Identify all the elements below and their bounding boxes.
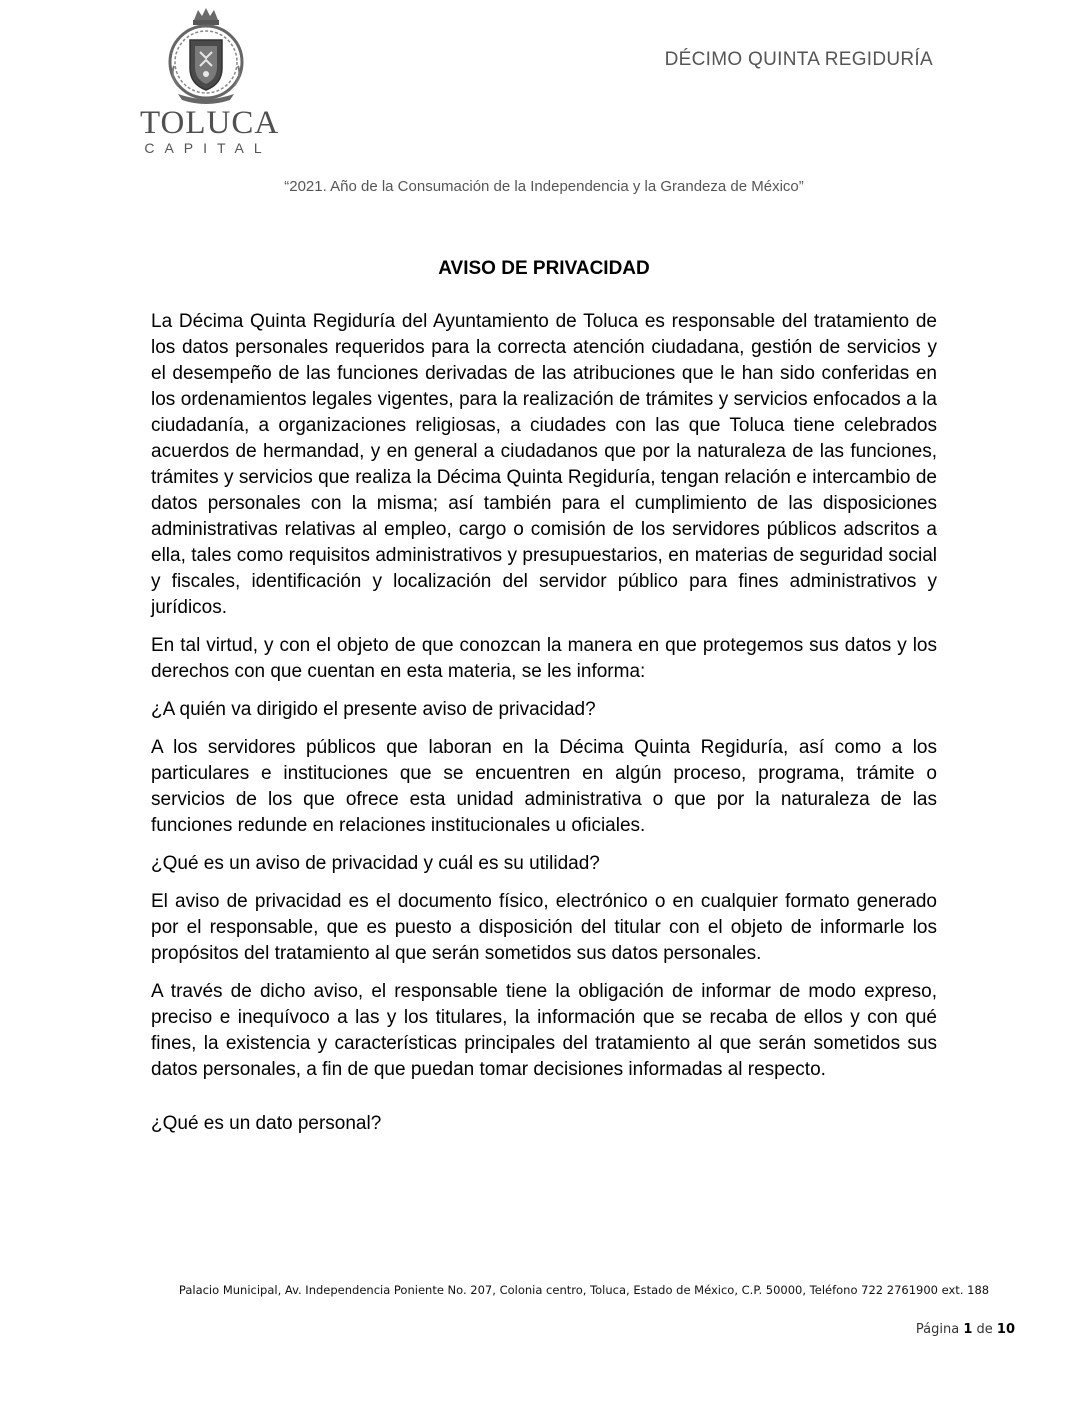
office-name: DÉCIMO QUINTA REGIDURÍA [664, 49, 933, 70]
page-total: 10 [996, 1322, 1015, 1337]
year-motto: “2021. Año de la Consumación de la Independencia y la Grandeza de México” [284, 178, 804, 195]
coat-of-arms-icon [164, 6, 248, 106]
paragraph-notice-definition: El aviso de privacidad es el documento físico, electrónico o en cualquier formato generado por el responsable, que es puesto a disposición del titular con el objeto de informarle los propósitos del tratamiento al que serán sometidos sus datos personales. [151, 891, 937, 964]
toluca-logo [140, 6, 280, 156]
question-notice: ¿Qué es un aviso de privacidad y cuál es su utilidad? [151, 853, 600, 874]
paragraph-notice-obligation: A través de dicho aviso, el responsable tiene la obligación de informar de modo expreso, preciso e inequívoco a las y los titulares, la información que se recaba de ellos y con qué fines, la existencia y características principales del tratamiento al que serán sometidos sus datos personales, a fin de que puedan tomar decisiones informadas al respecto. [151, 981, 937, 1080]
question-audience: ¿A quién va dirigido el presente aviso de privacidad? [151, 699, 596, 720]
page-separator: de [976, 1322, 993, 1337]
document-body [151, 256, 937, 1149]
page-label: Página [915, 1322, 960, 1337]
question-personal-data: ¿Qué es un dato personal? [151, 1113, 382, 1134]
footer-address: Palacio Municipal, Av. Independencia Poniente No. 207, Colonia centro, Toluca, Estado de México, C.P. 50000, Teléfono 722 2761900 ext. 188 [178, 1283, 990, 1297]
logo-subtitle: CAPITAL [144, 140, 272, 156]
logo-wordmark: TOLUCA [140, 105, 280, 141]
paragraph-audience: A los servidores públicos que laboran en la Décima Quinta Regiduría, así como a los particulares e instituciones que se encuentren en algún proceso, programa, trámite o servicios de los que ofrece esta unidad administrativa o que por la naturaleza de las funciones redunde en relaciones institucionales u oficiales. [151, 737, 937, 836]
document-title: AVISO DE PRIVACIDAD [438, 258, 650, 279]
paragraph-responsible: La Décima Quinta Regiduría del Ayuntamiento de Toluca es responsable del tratamiento de los datos personales requeridos para la correcta atención ciudadana, gestión de servicios y el desempeño de las funciones derivadas de las atribuciones que le han sido conferidas en los ordenamientos legales vigentes, para la realización de trámites y servicios enfocados a la ciudadanía, a organizaciones religiosas, a ciudades con las que Toluca tiene celebrados acuerdos de hermandad, y en general a ciudadanos que por la naturaleza de las funciones, trámites y servicios que realiza la Décima Quinta Regiduría, tengan relación e intercambio de datos personales con la misma; así también para el cumplimiento de las disposiciones administrativas relativas al empleo, cargo o comisión de los servidores públicos adscritos a ella, tales como requisitos administrativos y presupuestarios, en materias de seguridad social y fiscales, identificación y localización del servidor público para fines administrativos y jurídicos. [151, 311, 937, 618]
paragraph-intro: En tal virtud, y con el objeto de que conozcan la manera en que protegemos sus datos y los derechos con que cuentan en esta materia, se les informa: [151, 635, 937, 682]
page-current: 1 [963, 1322, 973, 1337]
page-number [916, 1322, 1015, 1337]
